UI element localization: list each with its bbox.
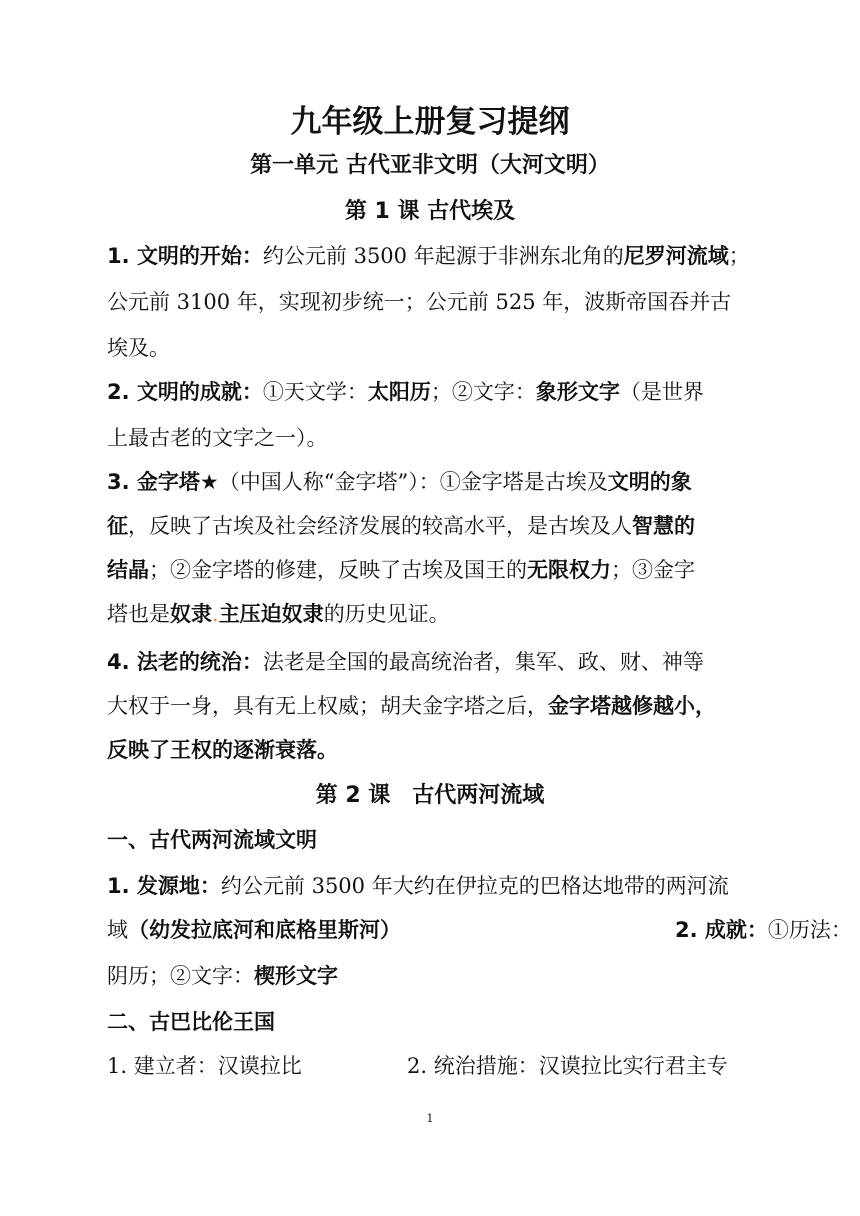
l1-p3-bold-f1: 奴隶 — [170, 602, 212, 626]
l1-p3-line3 — [107, 554, 757, 586]
l1-p4-text-b: 大权于一身，具有无上权威；胡夫金字塔之后， — [107, 694, 548, 718]
l2-p1-label2: 2. 成就： — [675, 918, 768, 942]
l1-p1-text-a: 约公元前 3500 年起源于非洲东北角的 — [262, 244, 624, 268]
lesson-2-title: 第 2 课 古代两河流域 — [315, 783, 545, 808]
l2-p1-achievements — [675, 914, 852, 946]
l2-p1-line2 — [107, 914, 852, 946]
l1-p2-bold-a: 太阳历 — [367, 380, 431, 404]
l2-p1-text-a: 约公元前 3500 年大约在伊拉克的巴格达地带的两河流 — [220, 874, 729, 898]
l1-p4-line2 — [107, 690, 757, 722]
l2-p1-text-b: 域 — [107, 918, 128, 942]
l1-p3-bold-a: 文明的象 — [607, 470, 692, 494]
l1-p3-bold-c: 智慧的 — [632, 514, 695, 538]
l1-p3-line1 — [107, 466, 757, 498]
star-icon: ★ — [199, 470, 219, 494]
l1-p4-bold-a: 金字塔越修越小， — [548, 694, 716, 718]
l1-p3-text-b: ，反映了古埃及社会经济发展的较高水平，是古埃及人 — [128, 514, 632, 538]
l2-p1-text-d: 阴历；②文字： — [107, 964, 254, 988]
page-number: 1 — [426, 1112, 434, 1125]
l2-p1-line3 — [107, 960, 757, 992]
l1-p1-bold-a: 尼罗河流域 — [623, 244, 729, 268]
unit-title: 第一单元 古代亚非文明（大河文明） — [250, 153, 610, 178]
l1-p2-text-a: ①天文学： — [262, 380, 368, 404]
l1-p3-text-c: ；②金字塔的修建，反映了古埃及国王的 — [149, 558, 527, 582]
l1-p3-label: 3. 金字塔 — [107, 470, 200, 494]
l1-p2-text-c: （是世界 — [619, 380, 704, 404]
lesson-1-title: 第 1 课 古代埃及 — [344, 199, 516, 224]
l1-p3-bold-f2: 主压迫奴隶 — [218, 602, 324, 626]
l2-p1-label: 1. 发源地： — [107, 874, 221, 898]
l2-p1-text-c: ①历法： — [767, 918, 852, 942]
l1-p1-label: 1. 文明的开始： — [107, 244, 263, 268]
l2-p1-bold-a: （幼发拉底河和底格里斯河） — [128, 918, 401, 942]
l1-p4-label: 4. 法老的统治： — [107, 650, 263, 674]
document-title: 九年级上册复习提纲 — [290, 104, 570, 140]
l2-p2-line1 — [107, 1050, 757, 1082]
l2-p1-bold-b: 楔形文字 — [254, 964, 338, 988]
l1-p2-text-b: ；②文字： — [430, 380, 536, 404]
l1-p3-dot: . — [212, 602, 219, 626]
l1-p4-line1 — [107, 646, 757, 678]
l1-p1-text-b: ； — [728, 244, 750, 268]
l1-p4-line3: 反映了王权的逐渐衰落。 — [107, 738, 338, 762]
l1-p3-bold-b: 征 — [107, 514, 128, 538]
l1-p3-text-f: 的历史见证。 — [323, 602, 450, 626]
l1-p2-label: 2. 文明的成就： — [107, 380, 263, 404]
l1-p4-text-a: 法老是全国的最高统治者，集军、政、财、神等 — [262, 650, 704, 674]
l1-p2-line2: 上最古老的文字之一）。 — [107, 426, 328, 450]
l1-p1-line3: 埃及。 — [107, 336, 170, 360]
l1-p3-text-d: ；③金字 — [611, 558, 695, 582]
l1-p3-line2 — [107, 510, 757, 542]
l2-p1-line1 — [107, 870, 757, 902]
l2-p2-item2: 2. 统治措施：汉谟拉比实行君主专 — [407, 1054, 728, 1078]
l2-p2-item1: 1. 建立者：汉谟拉比 — [107, 1054, 302, 1078]
l1-p2-bold-b: 象形文字 — [535, 380, 620, 404]
l2-section-2-heading: 二、古巴比伦王国 — [107, 1010, 275, 1034]
l1-p2-line1 — [107, 376, 757, 408]
l1-p3-bold-e: 无限权力 — [527, 558, 611, 582]
l1-p3-text-e: 塔也是 — [107, 602, 170, 626]
l1-p3-text-a: （中国人称“金字塔”）：①金字塔是古埃及 — [218, 470, 608, 494]
l1-p3-bold-d: 结晶 — [107, 558, 149, 582]
l1-p3-line4 — [107, 598, 757, 630]
l2-section-1-heading: 一、古代两河流域文明 — [107, 828, 317, 852]
l1-p1-line2: 公元前 3100 年，实现初步统一；公元前 525 年，波斯帝国吞并古 — [107, 290, 732, 314]
l1-p1-line1 — [107, 240, 757, 272]
